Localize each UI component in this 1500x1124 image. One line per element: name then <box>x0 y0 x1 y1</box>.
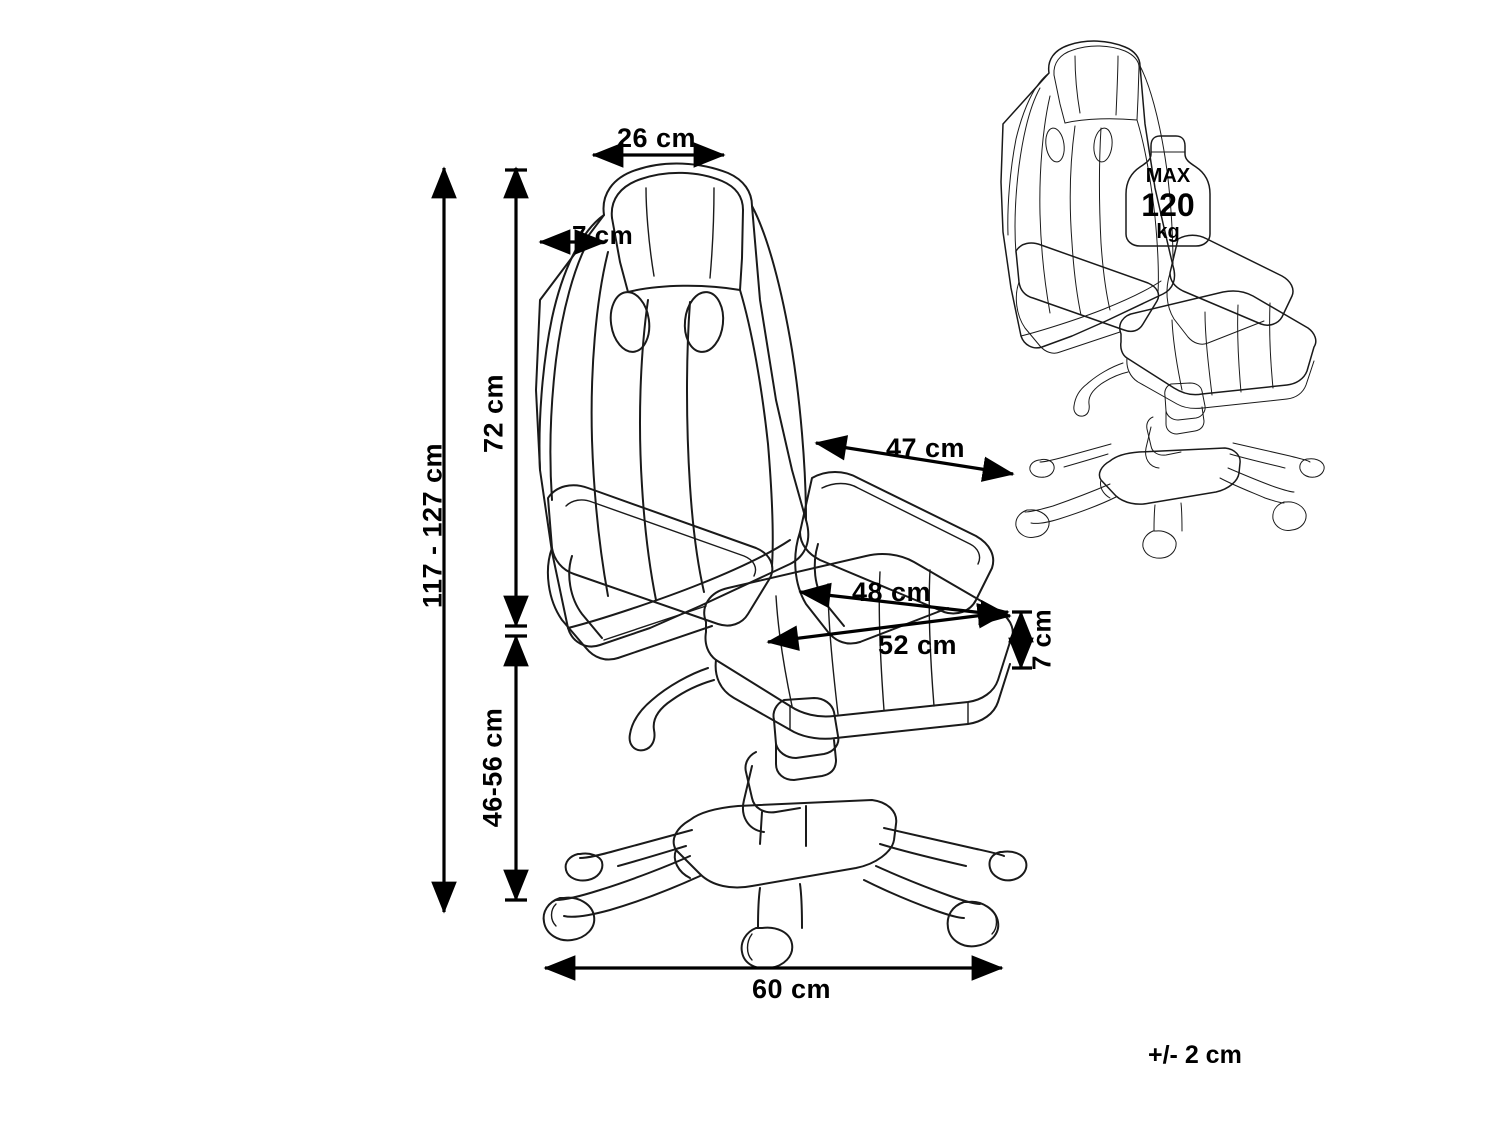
weight-badge-max-label: MAX <box>1145 165 1191 187</box>
dim-label-backrest-height: 72 cm <box>478 373 509 454</box>
dim-label-seat-depth-upper: 47 cm <box>886 433 966 463</box>
tolerance-note: +/- 2 cm <box>1148 1041 1242 1069</box>
weight-badge-unit: kg <box>1156 221 1180 243</box>
dim-label-seat-width-inner: 48 cm <box>852 577 932 607</box>
dim-label-headrest-thickness: 7 cm <box>572 220 634 250</box>
dim-label-seat-width-outer: 52 cm <box>878 630 958 660</box>
dim-label-headrest-width: 26 cm <box>617 123 697 153</box>
dim-label-seat-thickness: 7 cm <box>1026 608 1057 671</box>
dim-label-seat-height: 46-56 cm <box>477 707 508 828</box>
dim-label-base-width: 60 cm <box>752 974 832 1004</box>
dim-label-total-height: 117 - 127 cm <box>417 442 448 609</box>
weight-badge-value: 120 <box>1141 187 1195 223</box>
